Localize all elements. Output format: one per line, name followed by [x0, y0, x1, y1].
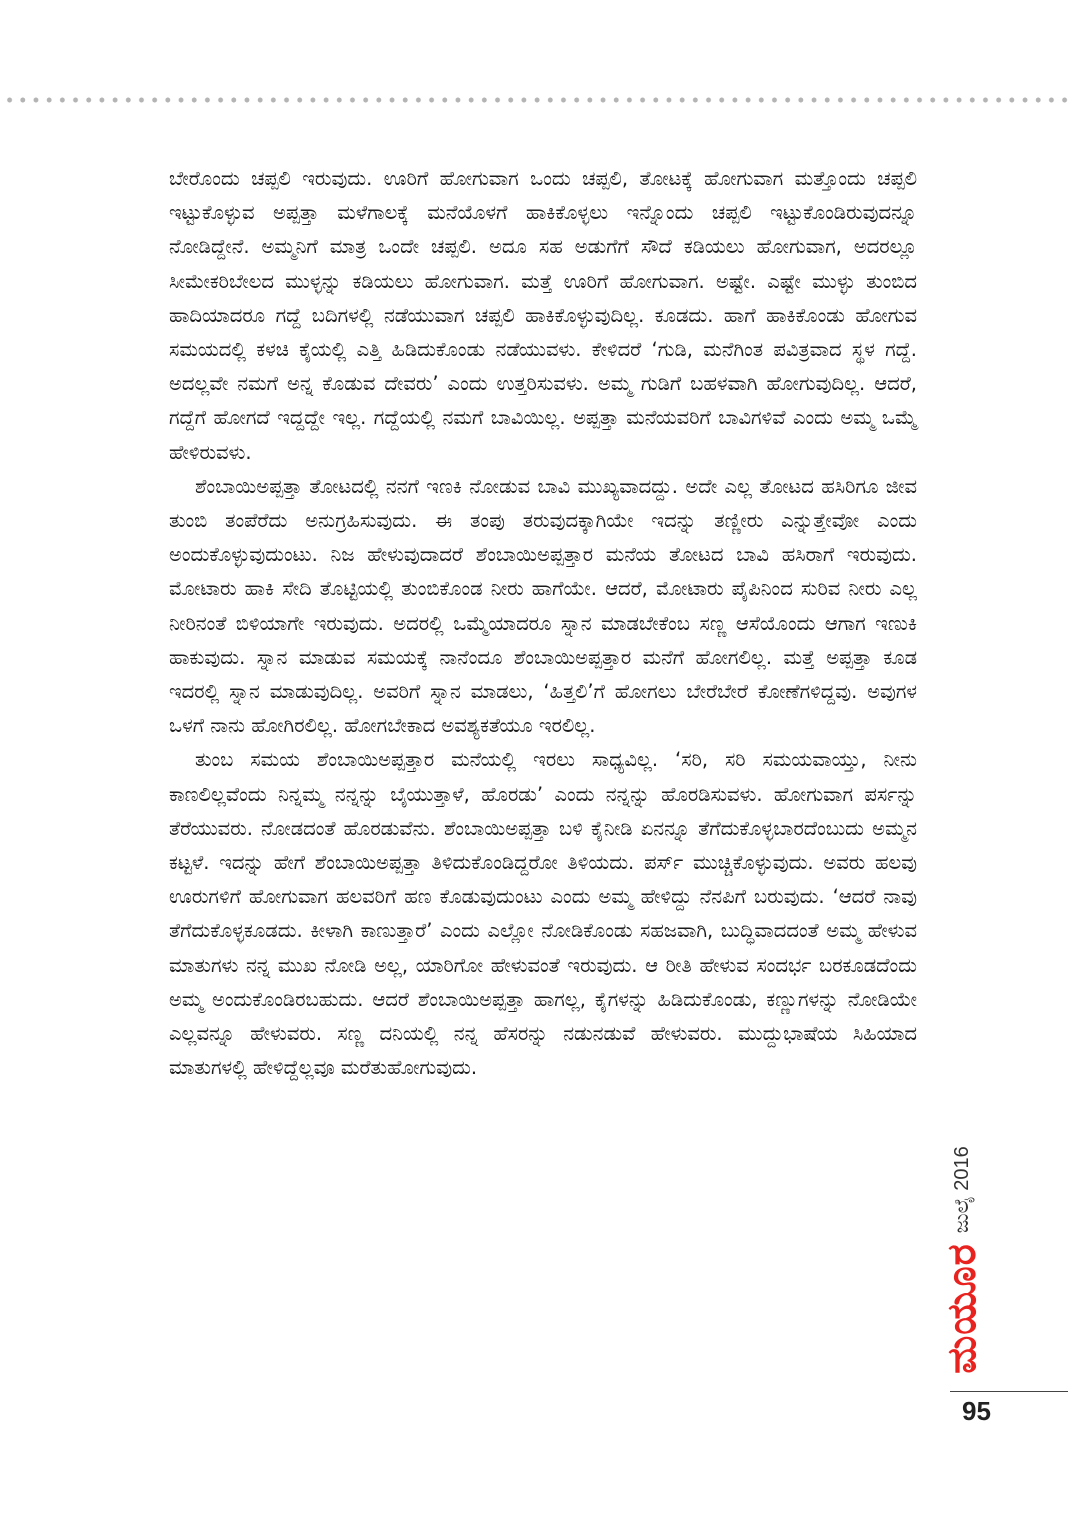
- paragraph-1: ಬೇರೊಂದು ಚಪ್ಪಲಿ ಇರುವುದು. ಊರಿಗೆ ಹೋಗುವಾಗ ಒಂದು ಚಪ್ಪಲಿ, ತೋಟಕ್ಕೆ ಹೋಗುವಾಗ ಮತ್ತೊಂದು ಚಪ್ಪಲಿ ಇಟ್ಟುಕೊಳ್ಳುವ ಅಪ್ಪತ್ತಾ ಮಳೆಗಾಲಕ್ಕೆ ಮನೆಯೊಳಗೆ ಹಾಕಿಕೊಳ್ಳಲು ಇನ್ನೊಂದು ಚಪ್ಪಲಿ ಇಟ್ಟುಕೊಂಡಿರುವುದನ್ನೂ ನೋಡಿದ್ದೇನೆ. ಅಮ್ಮನಿಗೆ ಮಾತ್ರ ಒಂದೇ ಚಪ್ಪಲಿ. ಅದೂ ಸಹ ಅಡುಗೆಗೆ ಸೌದೆ ಕಡಿಯಲು ಹೋಗುವಾಗ, ಅದರಲ್ಲೂ ಸೀಮೇಕರಿಬೇಲದ ಮುಳ್ಳನ್ನು ಕಡಿಯಲು ಹೋಗುವಾಗ. ಮತ್ತೆ ಊರಿಗೆ ಹೋಗುವಾಗ. ಅಷ್ಟೇ. ಎಷ್ಟೇ ಮುಳ್ಳು ತುಂಬಿದ ಹಾದಿಯಾದರೂ ಗದ್ದೆ ಬದಿಗಳಲ್ಲಿ ನಡೆಯುವಾಗ ಚಪ್ಪಲಿ ಹಾಕಿಕೊಳ್ಳುವುದಿಲ್ಲ. ಕೂಡದು. ಹಾಗೆ ಹಾಕಿಕೊಂಡು ಹೋಗುವ ಸಮಯದಲ್ಲಿ ಕಳಚಿ ಕೈಯಲ್ಲಿ ಎತ್ತಿ ಹಿಡಿದುಕೊಂಡು ನಡೆಯುವಳು. ಕೇಳಿದರೆ ‘ಗುಡಿ, ಮನೆಗಿಂತ ಪವಿತ್ರವಾದ ಸ್ಥಳ ಗದ್ದೆ. ಅದಲ್ಲವೇ ನಮಗೆ ಅನ್ನ ಕೊಡುವ ದೇವರು’ ಎಂದು ಉತ್ತರಿಸುವಳು. ಅಮ್ಮ ಗುಡಿಗೆ ಬಹಳವಾಗಿ ಹೋಗುವುದಿಲ್ಲ. ಆದರೆ, ಗದ್ದೆಗೆ ಹೋಗದೆ ಇದ್ದದ್ದೇ ಇಲ್ಲ. ಗದ್ದೆಯಲ್ಲಿ ನಮಗೆ ಬಾವಿಯಿಲ್ಲ. ಅಪ್ಪತ್ತಾ ಮನೆಯವರಿಗೆ ಬಾವಿಗಳಿವೆ ಎಂದು ಅಮ್ಮ ಒಮ್ಮೆ ಹೇಳಿರುವಳು.: [169, 167, 917, 464]
- magazine-name: ಮಯೂರ: [939, 1243, 985, 1374]
- magazine-side-label: [930, 1135, 994, 1385]
- paragraph-2: ಶೆಂಬಾಯಿಅಪ್ಪತ್ತಾ ತೋಟದಲ್ಲಿ ನನಗೆ ಇಣಕಿ ನೋಡುವ ಬಾವಿ ಮುಖ್ಯವಾದದ್ದು. ಅದೇ ಎಲ್ಲ ತೋಟದ ಹಸಿರಿಗೂ ಜೀವ ತುಂಬಿ ತಂಪೆರೆದು ಅನುಗ್ರಹಿಸುವುದು. ಈ ತಂಪು ತರುವುದಕ್ಕಾಗಿಯೇ ಇದನ್ನು ತಣ್ಣೀರು ಎನ್ನುತ್ತೇವೋ ಎಂದು ಅಂದುಕೊಳ್ಳುವುದುಂಟು. ನಿಜ ಹೇಳುವುದಾದರೆ ಶೆಂಬಾಯಿಅಪ್ಪತ್ತಾರ ಮನೆಯ ತೋಟದ ಬಾವಿ ಹಸಿರಾಗೆ ಇರುವುದು. ಮೋಟಾರು ಹಾಕಿ ಸೇದಿ ತೊಟ್ಟಿಯಲ್ಲಿ ತುಂಬಿಕೊಂಡ ನೀರು ಹಾಗೆಯೇ. ಆದರೆ, ಮೋಟಾರು ಪೈಪಿನಿಂದ ಸುರಿವ ನೀರು ಎಲ್ಲ ನೀರಿನಂತೆ ಬಿಳಿಯಾಗೇ ಇರುವುದು. ಅದರಲ್ಲಿ ಒಮ್ಮೆಯಾದರೂ ಸ್ನಾನ ಮಾಡಬೇಕೆಂಬ ಸಣ್ಣ ಆಸೆಯೊಂದು ಆಗಾಗ ಇಣುಕಿ ಹಾಕುವುದು. ಸ್ನಾನ ಮಾಡುವ ಸಮಯಕ್ಕೆ ನಾನೆಂದೂ ಶೆಂಬಾಯಿಅಪ್ಪತ್ತಾರ ಮನೆಗೆ ಹೋಗಲಿಲ್ಲ. ಮತ್ತೆ ಅಪ್ಪತ್ತಾ ಕೂಡ ಇದರಲ್ಲಿ ಸ್ನಾನ ಮಾಡುವುದಿಲ್ಲ. ಅವರಿಗೆ ಸ್ನಾನ ಮಾಡಲು, ‘ಹಿತ್ತಲಿ’ಗೆ ಹೋಗಲು ಬೇರೆಬೇರೆ ಕೋಣೆಗಳಿದ್ದವು. ಅವುಗಳ ಒಳಗೆ ನಾನು ಹೋಗಿರಲಿಲ್ಲ. ಹೋಗಬೇಕಾದ ಅವಶ್ಯಕತೆಯೂ ಇರಲಿಲ್ಲ.: [169, 474, 917, 738]
- paragraph-3: ತುಂಬ ಸಮಯ ಶೆಂಬಾಯಿಅಪ್ಪತ್ತಾರ ಮನೆಯಲ್ಲಿ ಇರಲು ಸಾಧ್ಯವಿಲ್ಲ. ‘ಸರಿ, ಸರಿ ಸಮಯವಾಯ್ತು, ನೀನು ಕಾಣಲಿಲ್ಲವೆಂದು ನಿನ್ನಮ್ಮ ನನ್ನನ್ನು ಬೈಯುತ್ತಾಳೆ, ಹೊರಡು’ ಎಂದು ನನ್ನನ್ನು ಹೊರಡಿಸುವಳು. ಹೋಗುವಾಗ ಪರ್ಸನ್ನು ತೆರೆಯುವರು. ನೋಡದಂತೆ ಹೊರಡುವೆನು. ಶೆಂಬಾಯಿಅಪ್ಪತ್ತಾ ಬಳಿ ಕೈನೀಡಿ ಏನನ್ನೂ ತೆಗೆದುಕೊಳ್ಳಬಾರದೆಂಬುದು ಅಮ್ಮನ ಕಟ್ಟಳೆ. ಇದನ್ನು ಹೇಗೆ ಶೆಂಬಾಯಿಅಪ್ಪತ್ತಾ ತಿಳಿದುಕೊಂಡಿದ್ದರೋ ತಿಳಿಯದು. ಪರ್ಸ್ ಮುಚ್ಚಿಕೊಳ್ಳುವುದು. ಅವರು ಹಲವು ಊರುಗಳಿಗೆ ಹೋಗುವಾಗ ಹಲವರಿಗೆ ಹಣ ಕೊಡುವುದುಂಟು ಎಂದು ಅಮ್ಮ ಹೇಳಿದ್ದು ನೆನಪಿಗೆ ಬರುವುದು. ‘ಆದರೆ ನಾವು ತೆಗೆದುಕೊಳ್ಳಕೂಡದು. ಕೀಳಾಗಿ ಕಾಣುತ್ತಾರೆ’ ಎಂದು ಎಲ್ಲೋ ನೋಡಿಕೊಂಡು ಸಹಜವಾಗಿ, ಬುದ್ಧಿವಾದದಂತೆ ಅಮ್ಮ ಹೇಳುವ ಮಾತುಗಳು ನನ್ನ ಮುಖ ನೋಡಿ ಅಲ್ಲ, ಯಾರಿಗೋ ಹೇಳುವಂತೆ ಇರುವುದು. ಆ ರೀತಿ ಹೇಳುವ ಸಂದರ್ಭ ಬರಕೂಡದೆಂದು ಅಮ್ಮ ಅಂದುಕೊಂಡಿರಬಹುದು. ಆದರೆ ಶೆಂಬಾಯಿಅಪ್ಪತ್ತಾ ಹಾಗಲ್ಲ, ಕೈಗಳನ್ನು ಹಿಡಿದುಕೊಂಡು, ಕಣ್ಣುಗಳನ್ನು ನೋಡಿಯೇ ಎಲ್ಲವನ್ನೂ ಹೇಳುವರು. ಸಣ್ಣ ದನಿಯಲ್ಲಿ ನನ್ನ ಹೆಸರನ್ನು ನಡುನಡುವೆ ಹೇಳುವರು. ಮುದ್ದುಭಾಷೆಯ ಸಿಹಿಯಾದ ಮಾತುಗಳಲ್ಲಿ ಹೇಳಿದ್ದೆಲ್ಲವೂ ಮರೆತುಹೋಗುವುದು.: [169, 748, 917, 1080]
- article-body: [169, 162, 917, 1085]
- issue-date: ಜುಲೈ 2016: [950, 1146, 973, 1234]
- page-number-rule: [950, 1391, 1068, 1392]
- page-number: 95: [962, 1396, 991, 1426]
- top-dotted-rule: [0, 96, 1072, 104]
